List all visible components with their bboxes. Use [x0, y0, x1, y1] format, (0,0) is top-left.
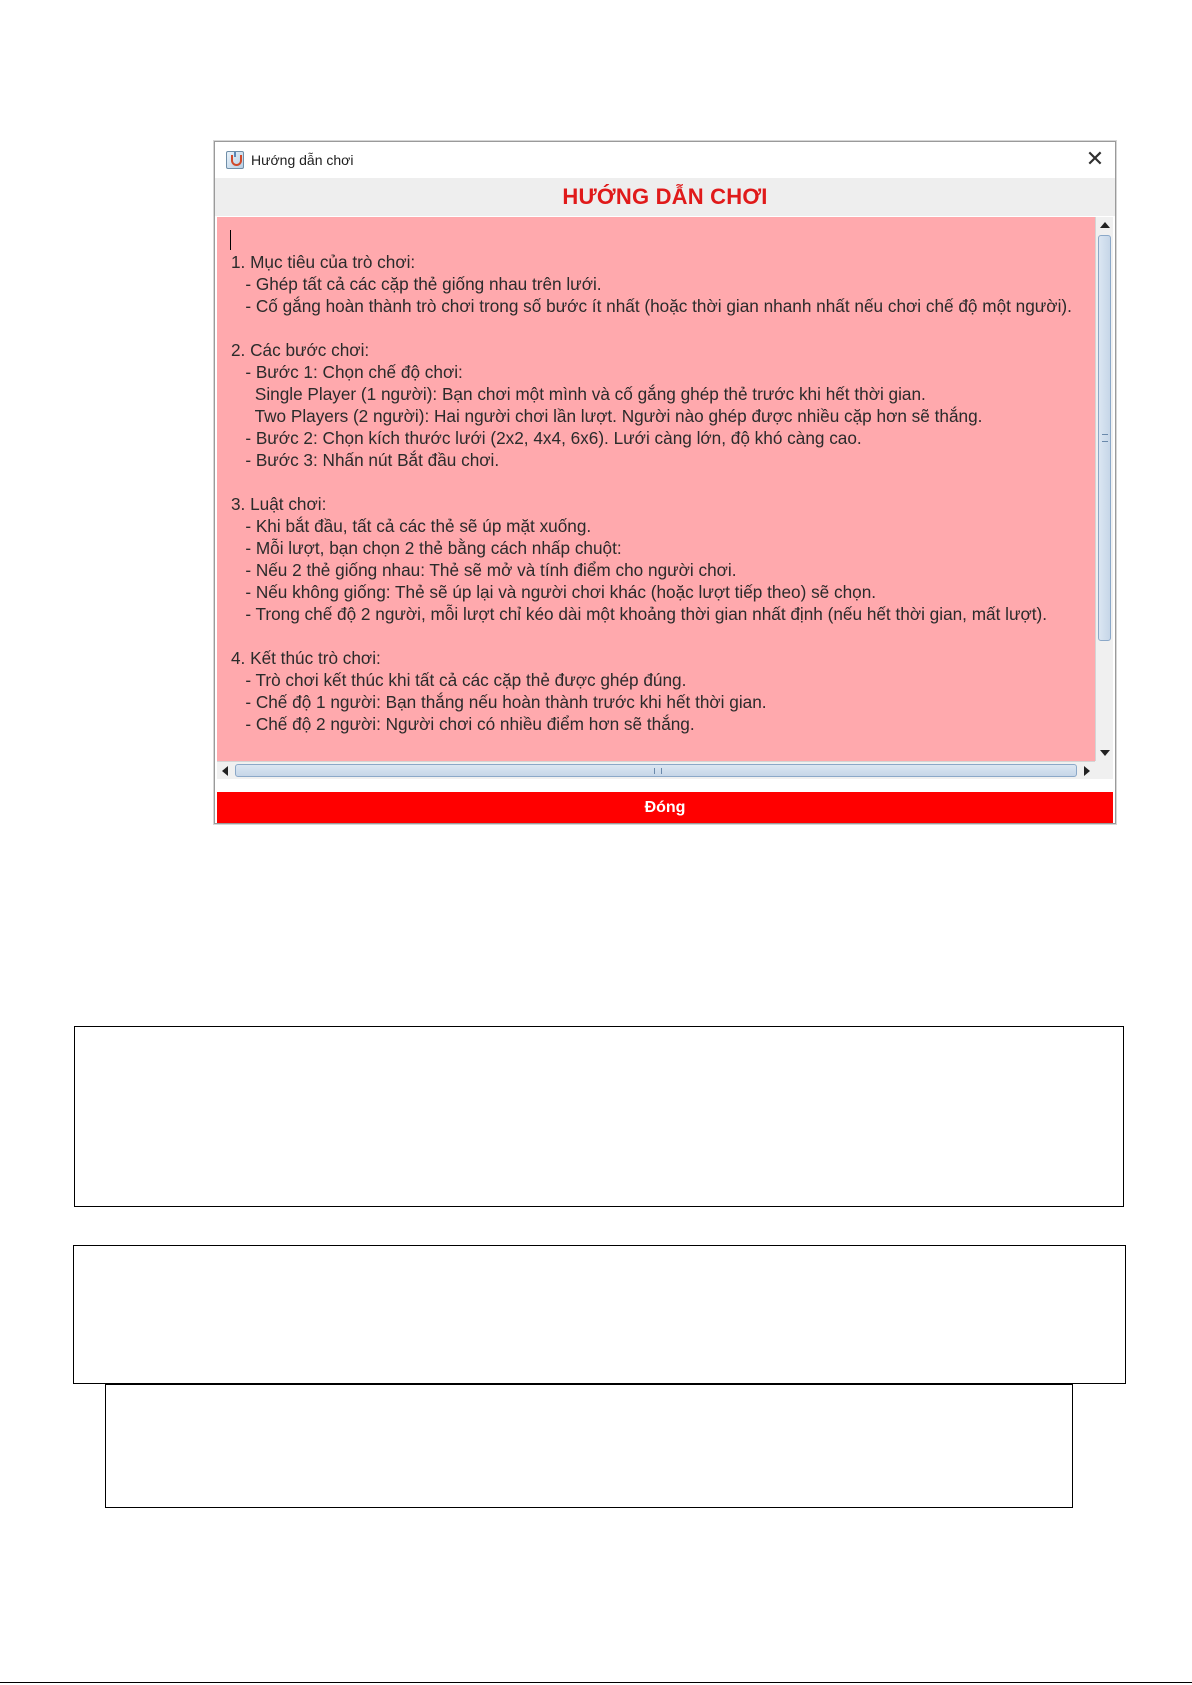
arrow-up-icon[interactable]	[1100, 222, 1110, 228]
scrollbar-corner	[1095, 761, 1113, 779]
guide-scroll-pane[interactable]	[217, 217, 1113, 779]
horizontal-scroll-thumb[interactable]	[235, 764, 1077, 777]
window-title: Hướng dẫn chơi	[251, 152, 354, 168]
java-cup-icon	[226, 151, 244, 169]
horizontal-scrollbar[interactable]	[217, 761, 1095, 779]
empty-frame-3	[105, 1384, 1073, 1508]
header-band	[215, 178, 1115, 216]
vertical-scroll-thumb[interactable]	[1098, 235, 1111, 641]
close-icon: ✕	[1085, 146, 1105, 171]
empty-frame-2	[73, 1245, 1126, 1384]
dialog-heading: HƯỚNG DẪN CHƠI	[562, 184, 768, 209]
title-bar[interactable]	[215, 142, 1115, 178]
guide-dialog-window	[214, 141, 1116, 824]
page-bottom-rule	[0, 1682, 1192, 1683]
arrow-right-icon[interactable]	[1084, 766, 1090, 776]
vertical-scrollbar[interactable]	[1095, 217, 1113, 761]
guide-text-area[interactable]: 1. Mục tiêu của trò chơi: - Ghép tất cả các cặp thẻ giống nhau trên lưới. - Cố gắng hoàn thành trò chơi trong số bước ít nhất (hoặc thời gian nhanh nhất nếu chơi chế độ một người). 2. Các bước chơi: - Bước 1: Chọn chế độ chơi: Single Player (1 người): Bạn chơi một mình và cố gắng ghép thẻ trước khi hết thời gian. Two Players (2 người): Hai người chơi lần lượt. Người nào ghép được nhiều cặp hơn sẽ thắng. - Bước 2: Chọn kích thước lưới (2x2, 4x4, 6x6). Lưới càng lớn, độ khó càng cao. - Bước 3: Nhấn nút Bắt đầu chơi. 3. Luật chơi: - Khi bắt đầu, tất cả các thẻ sẽ úp mặt xuống. - Mỗi lượt, bạn chọn 2 thẻ bằng cách nhấp chuột: - Nếu 2 thẻ giống nhau: Thẻ sẽ mở và tính điểm cho người chơi. - Nếu không giống: Thẻ sẽ úp lại và người chơi khác (hoặc lượt tiếp theo) sẽ chọn. - Trong chế độ 2 người, mỗi lượt chỉ kéo dài một khoảng thời gian nhất định (nếu hết thời gian, mất lượt). 4. Kết thúc trò chơi: - Trò chơi kết thúc khi tất cả các cặp thẻ được ghép đúng. - Chế độ 1 người: Bạn thắng nếu hoàn thành trước khi hết thời gian. - Chế độ 2 người: Người chơi có nhiều điểm hơn sẽ thắng.	[231, 252, 1072, 734]
empty-frame-1	[74, 1026, 1124, 1207]
arrow-down-icon[interactable]	[1100, 750, 1110, 756]
close-button[interactable]: Đóng	[217, 792, 1113, 823]
text-caret	[230, 230, 231, 250]
close-window-button[interactable]	[1075, 142, 1115, 176]
arrow-left-icon[interactable]	[222, 766, 228, 776]
